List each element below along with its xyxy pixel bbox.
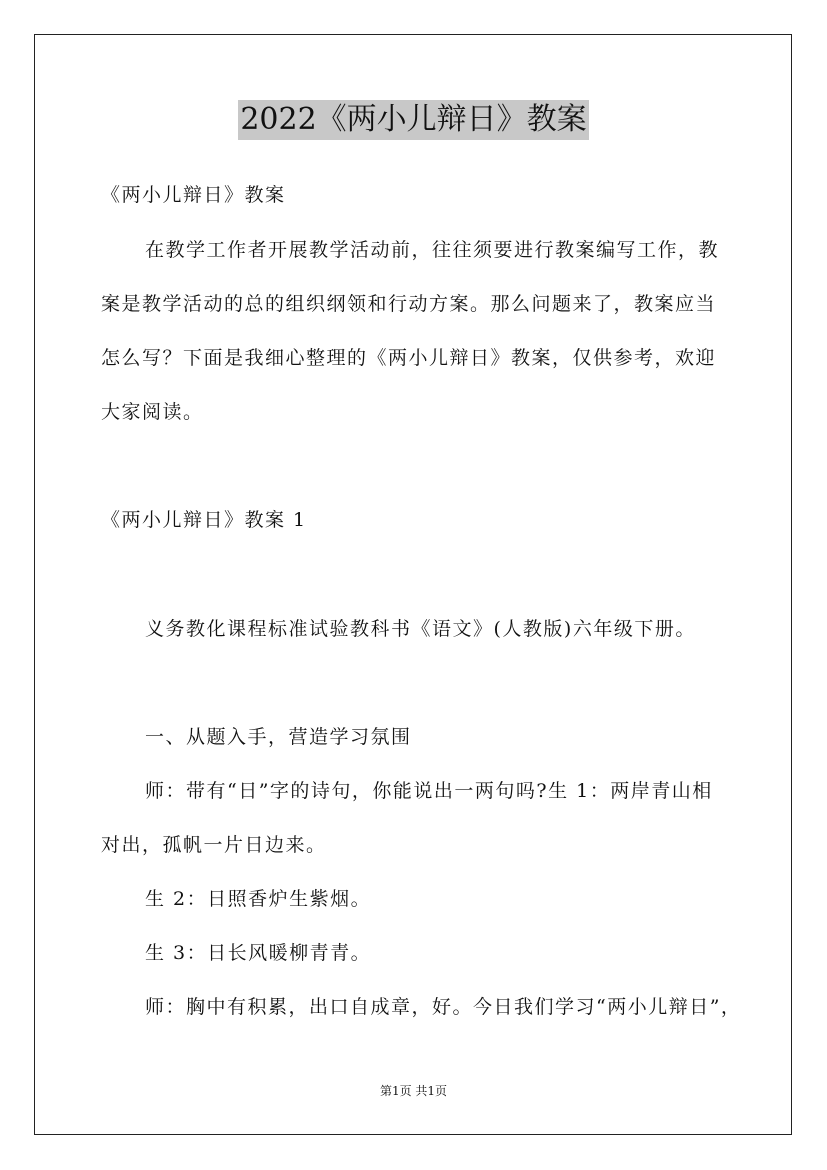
title-container	[0, 100, 827, 140]
section-heading: 《两小儿辩日》教案 1	[101, 509, 307, 531]
dialogue-line: 生 2：日照香炉生紫烟。	[145, 888, 372, 910]
document-title: 2022《两小儿辩日》教案	[238, 100, 588, 140]
textbook-line: 义务教化课程标准试验教科书《语文》(人教版)六年级下册。	[145, 618, 696, 640]
page-footer: 第1页 共1页	[379, 1084, 448, 1098]
part-heading: 一、从题入手，营造学习氛围	[145, 726, 412, 748]
intro-paragraph-line: 大家阅读。	[101, 401, 204, 423]
dialogue-line: 生 3：日长风暖柳青青。	[145, 942, 372, 964]
document-subtitle: 《两小儿辩日》教案	[101, 184, 286, 206]
dialogue-line: 对出，孤帆一片日边来。	[101, 834, 327, 856]
intro-paragraph-line: 怎么写？下面是我细心整理的《两小儿辩日》教案，仅供参考，欢迎	[101, 347, 717, 369]
intro-paragraph-line: 案是教学活动的总的组织纲领和行动方案。那么问题来了，教案应当	[101, 293, 717, 315]
dialogue-line: 师：胸中有积累，出口自成章，好。今日我们学习“两小儿辩日”，	[145, 996, 742, 1018]
intro-paragraph-line: 在教学工作者开展教学活动前，往往须要进行教案编写工作，教	[145, 239, 720, 261]
dialogue-line: 师：带有“日”字的诗句，你能说出一两句吗?生 1：两岸青山相	[145, 780, 713, 802]
